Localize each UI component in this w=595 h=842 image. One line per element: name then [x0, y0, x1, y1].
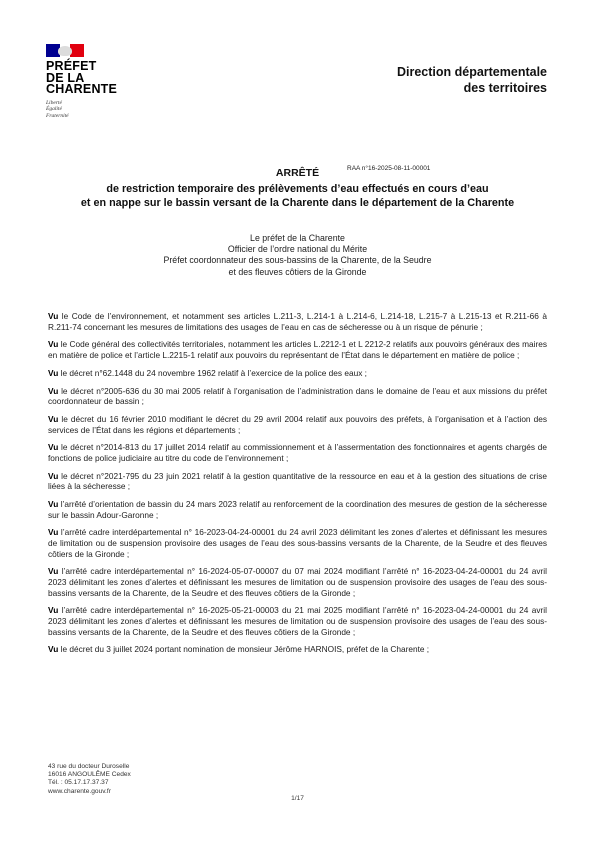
- visa-paragraph: Vu l’arrêté cadre interdépartemental n° 16-2023-04-24-00001 du 24 avril 2023 délimitant les zones d’alertes et définissant les mesures de limitation ou de suspension provisoire des usages de l’eau des sous-bassins versants de la Charente, de la Seudre et des fleuves côtiers de la Gironde ;: [48, 527, 547, 559]
- raa-reference: RAA n°16-2025-08-11-00001: [347, 165, 431, 172]
- prefecture-logo: [46, 44, 136, 119]
- visas-list: [48, 311, 547, 662]
- visa-paragraph: Vu le Code de l’environnement, et notamment ses articles L.211-3, L.214-1 à L.214-6, L.214-18, L.215-7 à L.215-13 et R.211-66 à R.211-74 concernant les mesures de limitations des usages de l’eau en cas de sécheresse ou à un risque de pénurie ;: [48, 311, 547, 332]
- visa-paragraph: Vu le décret du 3 juillet 2024 portant nomination de monsieur Jérôme HARNOIS, préfet de la Charente ;: [48, 644, 430, 655]
- visa-paragraph: Vu le décret du 16 février 2010 modifiant le décret du 29 avril 2004 relatif aux pouvoirs des préfets, à l’organisation et à l’action des services de l’État dans les régions et départements ;: [48, 413, 547, 435]
- visa-paragraph: Vu le Code général des collectivités territoriales, notamment les articles L.2212-1 et L 2212-2 relatifs aux pouvoirs généraux des maires en matière de police et l’article L.2215-1 relatif aux pouvoirs du représentant de l’État dans le département en matière de police ;: [48, 339, 547, 360]
- visa-paragraph: Vu le décret n°62.1448 du 24 novembre 1962 relatif à l’exercice de la police des eaux ;: [48, 367, 367, 378]
- visa-paragraph: Vu l’arrêté cadre interdépartemental n° 16-2024-05-07-00007 du 07 mai 2024 modifiant l’arrêté n° 16-2023-04-24-00001 du 24 avril 2023 délimitant les zones d’alertes et définissant les mesures de limitation ou de suspension provisoire des usages de l’eau des sous-bassins versants de la Charente, de la Seudre et des fleuves côtiers de la Gironde ;: [48, 566, 547, 598]
- republic-motto: Liberté Égalité Fraternité: [46, 99, 69, 119]
- logo-title: PRÉFET DE LA CHARENTE: [46, 59, 118, 96]
- visa-paragraph: Vu le décret n°2014-813 du 17 juillet 2014 relatif au commissionnement et à l’assermentation des fonctionnaires et agents chargés de fonctions de police judiciaire au titre du code de l’environnement ;: [48, 442, 547, 463]
- visa-paragraph: Vu l’arrêté cadre interdépartemental n° 16-2025-05-21-00003 du 21 mai 2025 modifiant l’arrêté n° 16-2023-04-24-00001 du 24 avril 2023 délimitant les zones d’alertes et définissant les mesures de limitation ou de suspension provisoire des usages de l’eau des sous-bassins versants de la Charente, de la Seudre et des fleuves côtiers de la Gironde ;: [48, 605, 547, 637]
- prefet-signatory-block: Le préfet de la Charente Officier de l’ordre national du Mérite Préfet coordonnateur des sous-bassins de la Charente, de la Seudre et des fleuves côtiers de la Gironde: [163, 233, 432, 277]
- document-subtitle: de restriction temporaire des prélèvements d’eau effectués en cours d’eau et en nappe sur le bassin versant de la Charente dans le département de la Charente: [80, 183, 515, 209]
- visa-paragraph: Vu le décret n°2005-636 du 30 mai 2005 relatif à l’organisation de l’administration dans le domaine de l’eau et aux missions du préfet coordonnateur de bassin ;: [48, 385, 547, 407]
- visa-paragraph: Vu le décret n°2021-795 du 23 juin 2021 relatif à la gestion quantitative de la ressource en eau et à la gestion des situations de crise liées à la sécheresse ;: [48, 470, 547, 492]
- page-number: 1/17: [291, 795, 304, 802]
- document-title: ARRÊTÉ: [275, 167, 320, 179]
- visa-paragraph: Vu l’arrêté d’orientation de bassin du 24 mars 2023 relatif au renforcement de la coordination des mesures de gestion de la sécheresse sur le bassin Adour-Garonne ;: [48, 499, 547, 520]
- footer-address: 43 rue du docteur Duroselle 16016 ANGOULÊME Cedex Tél. : 05.17.17.37.37 www.charente.gouv.fr: [48, 763, 131, 795]
- issuing-direction: Direction départementale des territoires: [396, 65, 547, 95]
- website-link[interactable]: www.charente.gouv.fr: [48, 787, 111, 795]
- marianne-icon: [58, 46, 72, 56]
